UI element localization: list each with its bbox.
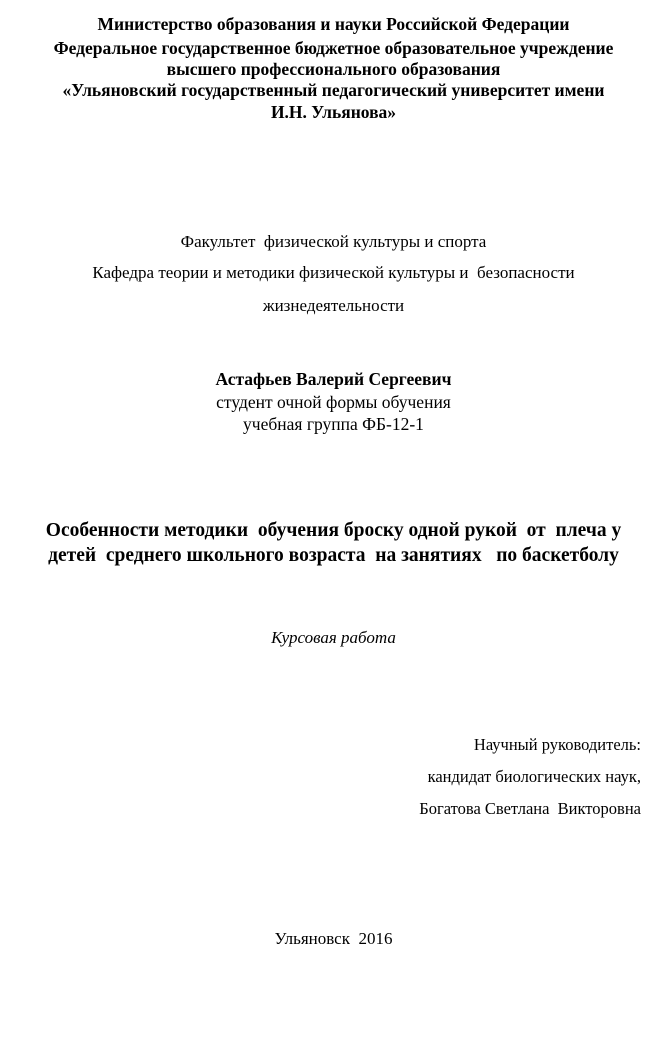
work-title-line-2: детей среднего школьного возраста на занятиях по баскетболу — [48, 545, 619, 566]
supervisor-degree: кандидат биологических наук, — [427, 767, 641, 786]
work-title: Особенности методики обучения броску одной рукой от плеча у — [45, 520, 622, 541]
university-name-line-2: И.Н. Ульянова» — [270, 102, 397, 122]
department-name-cont: жизнедеятельности — [262, 296, 405, 315]
ministry-line: Министерство образования и науки Российской Федерации — [97, 14, 570, 34]
student-group: учебная группа ФБ-12-1 — [243, 414, 424, 434]
city-year: Ульяновск 2016 — [274, 929, 393, 948]
institution-type-line: Федеральное государственное бюджетное образовательное учреждение — [53, 38, 614, 58]
department-name: Кафедра теории и методики физической культуры и безопасности — [92, 263, 575, 282]
supervisor-label: Научный руководитель: — [473, 735, 641, 754]
supervisor-name: Богатова Светлана Викторовна — [419, 799, 641, 818]
university-name-line: «Ульяновский государственный педагогический университет имени — [62, 80, 605, 100]
education-level-line: высшего профессионального образования — [166, 59, 501, 79]
student-status: студент очной формы обучения — [216, 392, 451, 412]
work-type: Курсовая работа — [271, 628, 396, 647]
faculty-name: Факультет физической культуры и спорта — [180, 232, 487, 251]
student-name: Астафьев Валерий Сергеевич — [215, 369, 452, 389]
